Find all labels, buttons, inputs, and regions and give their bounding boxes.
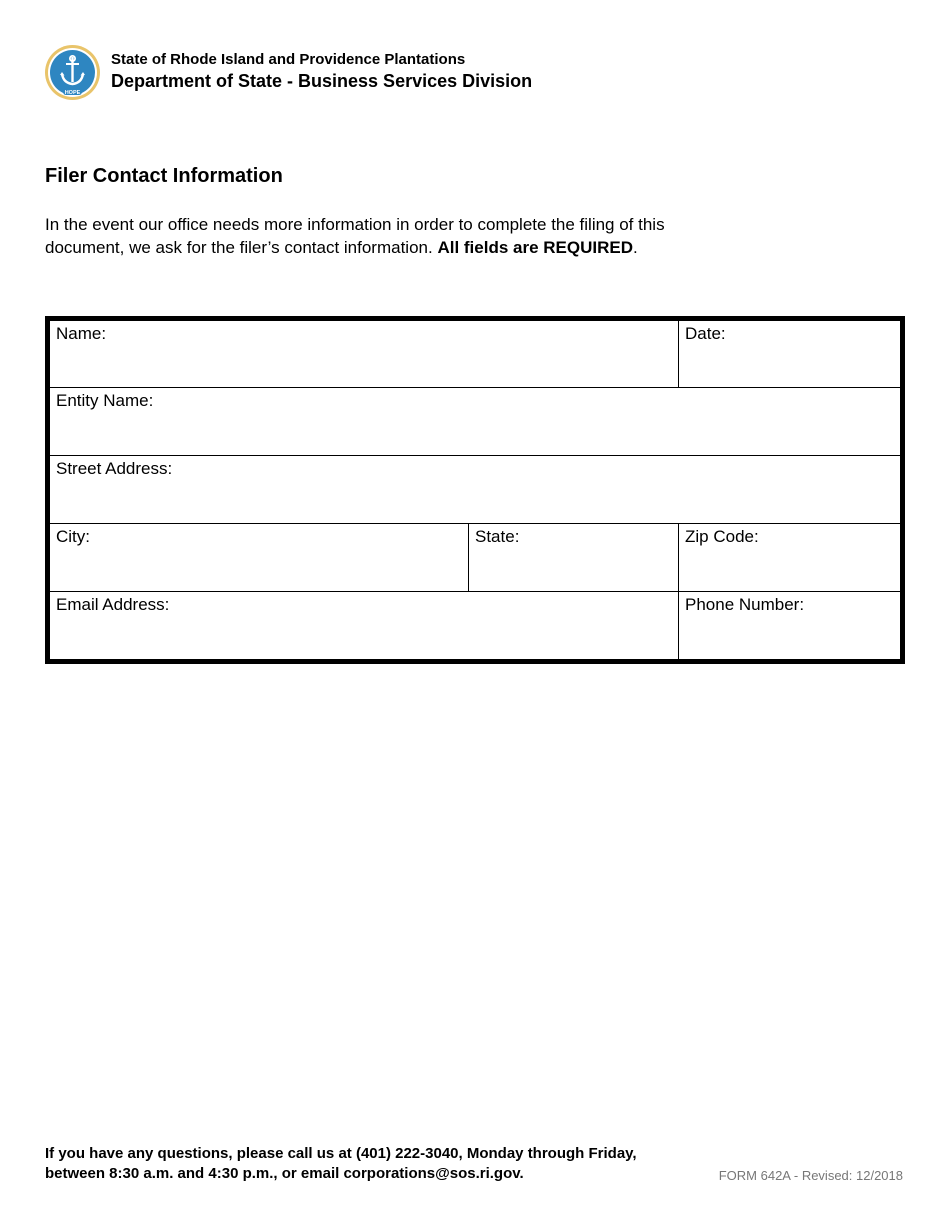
email-address-field[interactable]: [50, 592, 678, 659]
entity-name-label: Entity Name:: [56, 391, 154, 410]
state-seal: [44, 44, 101, 101]
intro-text: document, we ask for the filer’s contact information.: [45, 238, 438, 257]
questions-notice: [45, 1144, 637, 1184]
state-name: State of Rhode Island and Providence Plantations: [111, 51, 466, 68]
date-label: Date:: [685, 324, 726, 343]
street-address-field[interactable]: [50, 456, 900, 523]
city-field[interactable]: [50, 524, 468, 591]
intro-paragraph: [45, 213, 805, 259]
state-field[interactable]: [469, 524, 678, 591]
questions-line-1: If you have any questions, please call us at (401) 222-3040, Monday through Friday,: [45, 1145, 637, 1162]
phone-number-field[interactable]: [679, 592, 900, 659]
required-notice: All fields are REQUIRED: [437, 238, 634, 257]
questions-line-2: between 8:30 a.m. and 4:30 p.m., or email corporations@sos.ri.gov.: [45, 1165, 524, 1182]
email-address-label: Email Address:: [56, 595, 170, 614]
intro-line-1: In the event our office needs more information in order to complete the filing of this: [45, 215, 665, 234]
page-title: Filer Contact Information: [45, 165, 283, 187]
zip-code-field[interactable]: [679, 524, 900, 591]
intro-period: .: [633, 238, 638, 257]
zip-code-label: Zip Code:: [685, 527, 759, 546]
intro-line-2: [45, 236, 805, 259]
name-field[interactable]: [50, 321, 678, 387]
phone-number-label: Phone Number:: [685, 595, 805, 614]
form-revision-id: FORM 642A - Revised: 12/2018: [718, 1168, 903, 1183]
seal-motto: HOPE: [64, 89, 81, 96]
state-label: State:: [475, 527, 520, 546]
name-label: Name:: [56, 324, 107, 343]
date-field[interactable]: [679, 321, 900, 387]
entity-name-field[interactable]: [50, 388, 900, 455]
anchor-icon: [44, 44, 101, 101]
street-address-label: Street Address:: [56, 459, 173, 478]
department-name: Department of State - Business Services Division: [111, 71, 533, 91]
city-label: City:: [56, 527, 90, 546]
contact-form-table: [45, 316, 905, 664]
